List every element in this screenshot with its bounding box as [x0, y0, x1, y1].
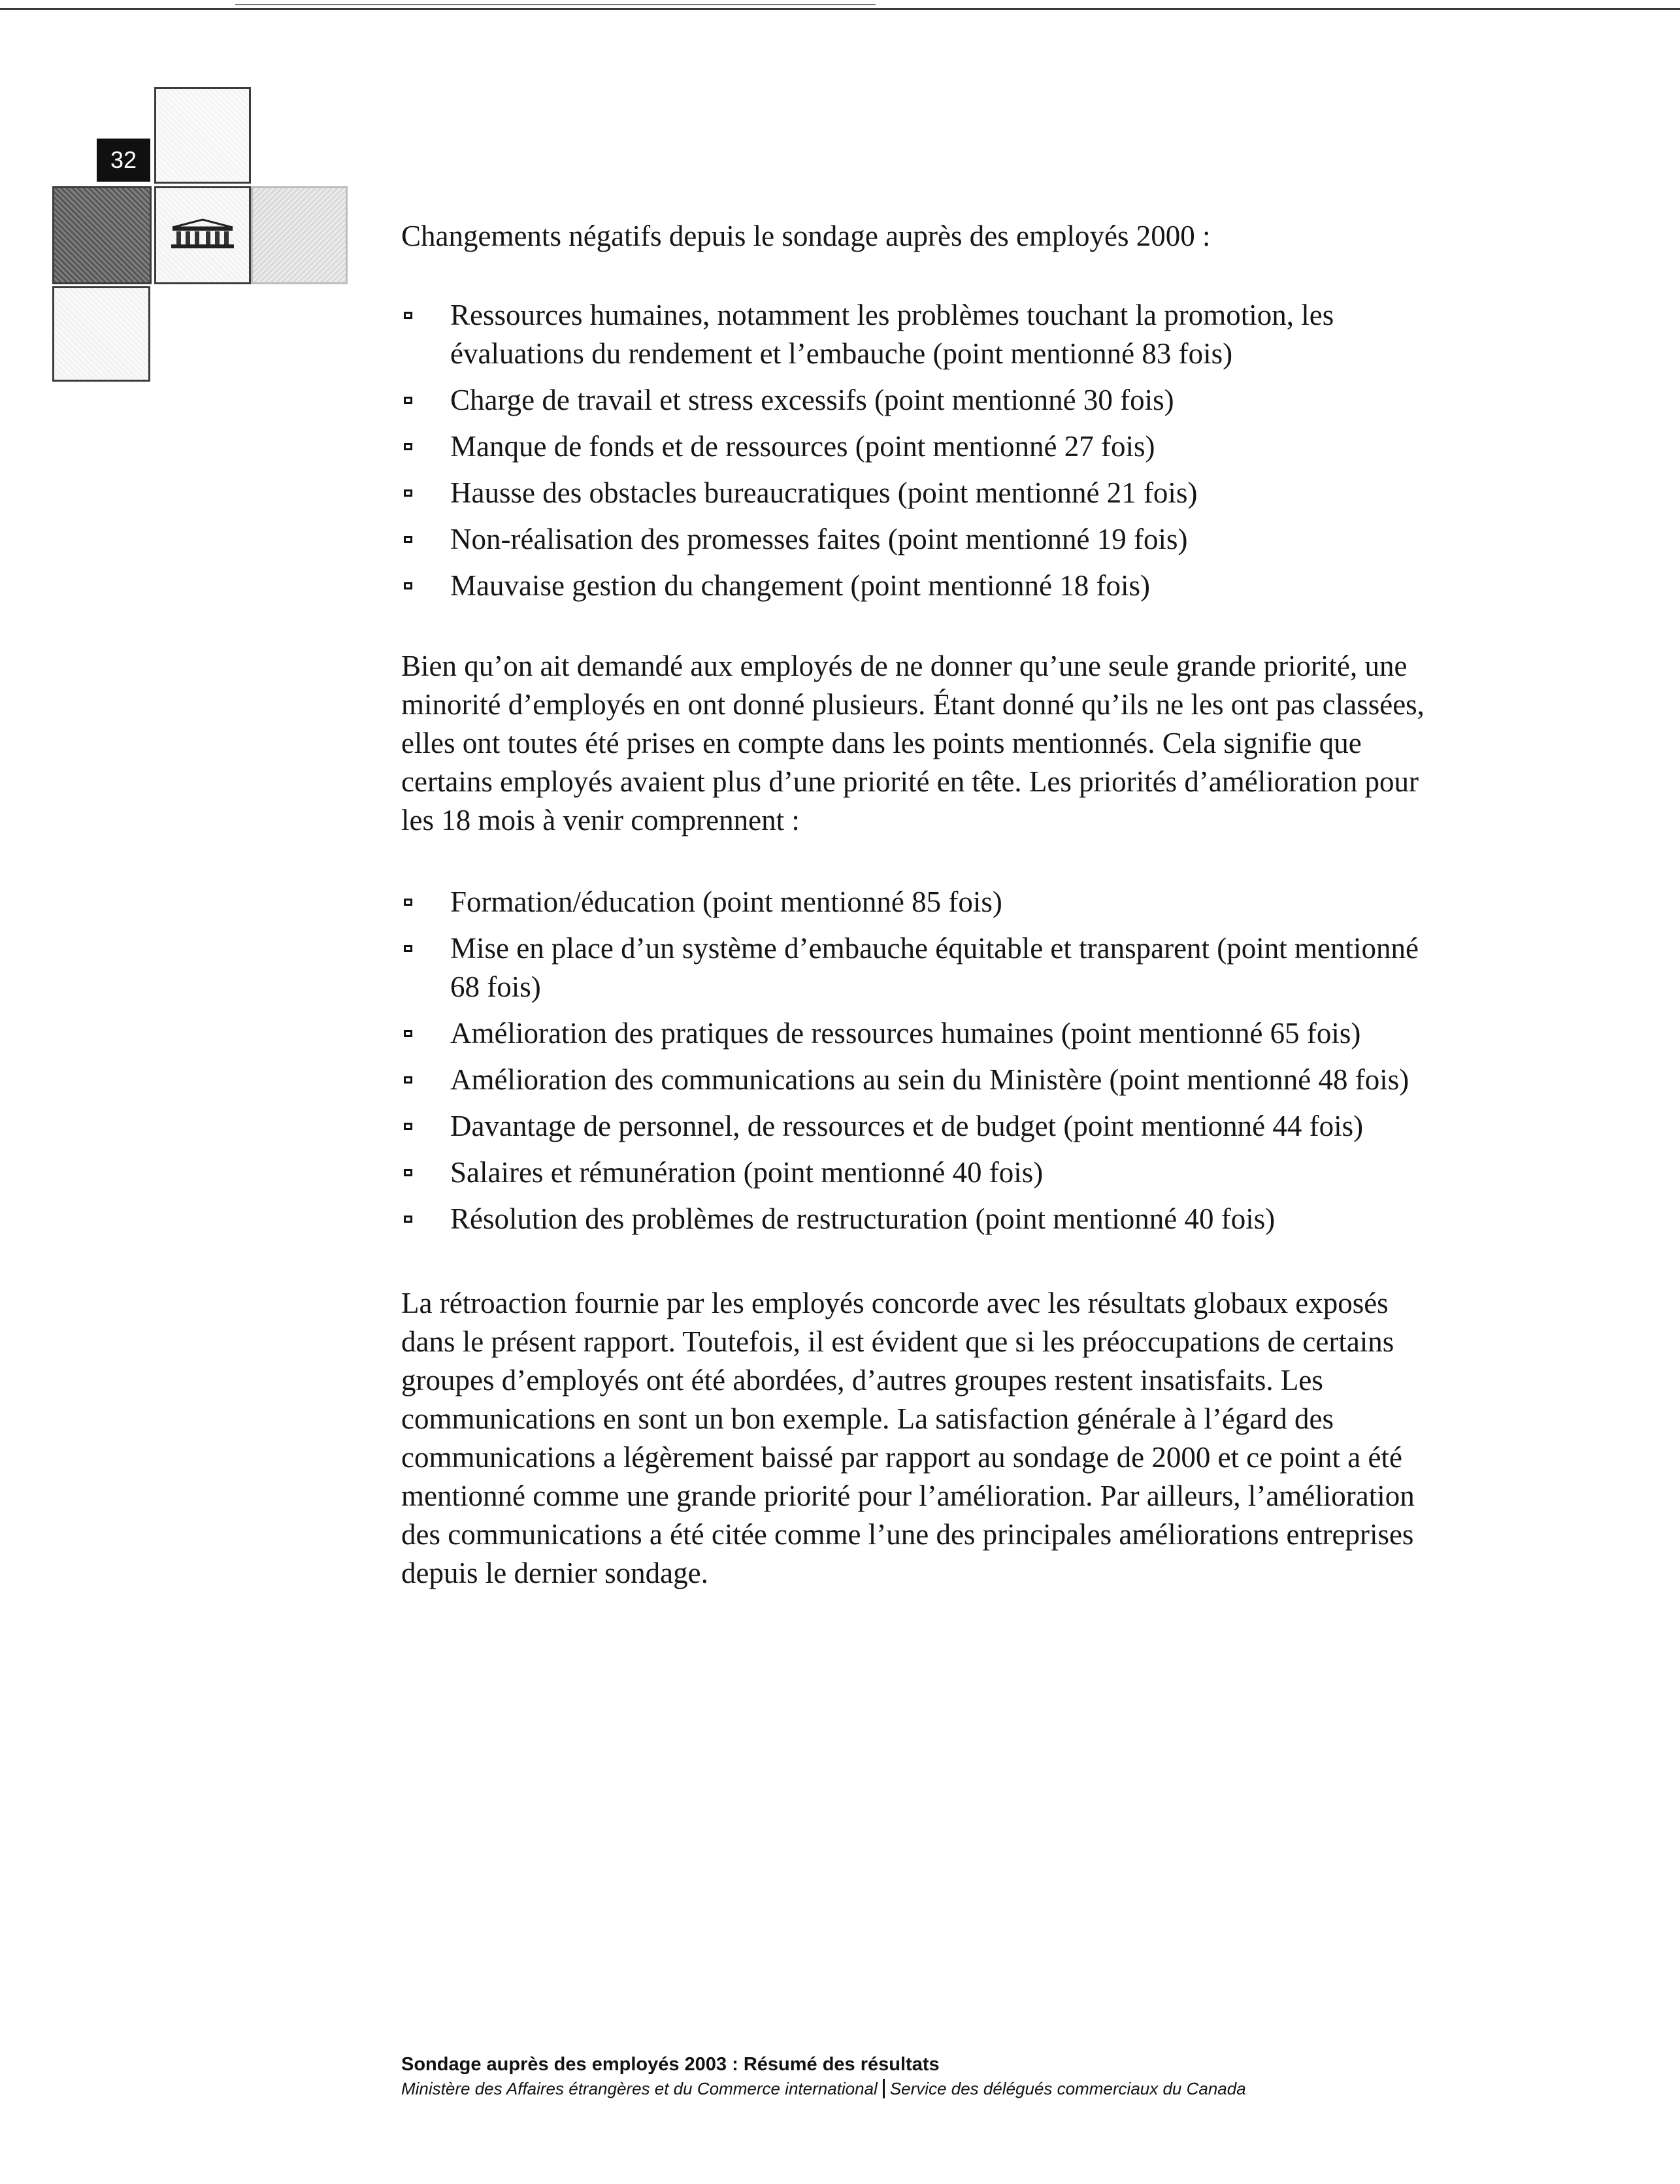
square-bullet-icon — [404, 899, 412, 906]
list-item: Manque de fonds et de ressources (point mentionné 27 fois) — [401, 427, 1447, 466]
square-bullet-icon — [404, 1216, 412, 1223]
square-bullet-icon — [404, 397, 412, 404]
decorative-square-light — [251, 186, 348, 284]
square-bullet-icon — [404, 536, 412, 543]
square-bullet-icon — [404, 312, 412, 319]
square-bullet-icon — [404, 1169, 412, 1176]
priorities-intro-paragraph: Bien qu’on ait demandé aux employés de ne donner qu’une seule grande priorité, une minorité d’employés en ont donné plusieurs. Étant donné qu’ils ne les ont pas classées, elles ont toutes été prises en compte dans les points mentionnés. Cela signifie que certains employés avaient plus d’une priorité en tête. Les priorités d’amélioration pour les 18 mois à venir comprennent : — [401, 650, 1425, 836]
list-item: Ressources humaines, notamment les problèmes touchant la promotion, les évaluations du rendement et l’embauche (point mentionné 83 fois) — [401, 296, 1447, 373]
list-item: Non-réalisation des promesses faites (point mentionné 19 fois) — [401, 520, 1447, 559]
square-bullet-icon — [404, 1030, 412, 1037]
square-bullet-icon — [404, 945, 412, 952]
footer-title: Sondage auprès des employés 2003 : Résumé des résultats — [401, 2054, 940, 2075]
footer-separator — [883, 2079, 885, 2098]
page-footer — [401, 2052, 1246, 2100]
list-item: Salaires et rémunération (point mentionné 40 fois) — [401, 1153, 1447, 1192]
section-heading: Changements négatifs depuis le sondage auprès des employés 2000 : — [401, 220, 1211, 252]
decorative-square-top — [154, 87, 251, 184]
list-item: Davantage de personnel, de ressources et de budget (point mentionné 44 fois) — [401, 1107, 1447, 1146]
list-item: Amélioration des pratiques de ressources humaines (point mentionné 65 fois) — [401, 1014, 1447, 1053]
header-rule — [0, 8, 1680, 10]
square-bullet-icon — [404, 489, 412, 497]
main-content — [401, 217, 1447, 1593]
decorative-square-dark — [52, 186, 152, 284]
list-item: Hausse des obstacles bureaucratiques (point mentionné 21 fois) — [401, 474, 1447, 512]
footer-department: Ministère des Affaires étrangères et du Commerce international — [401, 2079, 878, 2098]
decorative-square-bottom — [52, 286, 150, 382]
list-item: Mise en place d’un système d’embauche équitable et transparent (point mentionné 68 fois) — [401, 929, 1447, 1006]
feedback-paragraph: La rétroaction fournie par les employés concorde avec les résultats globaux exposés dans le présent rapport. Toutefois, il est évident que si les préoccupations de certains groupes d’employés ont été abordées, d’autres groupes restent insatisfaits. Les communications en sont un bon exemple. La satisfaction générale à l’égard des communications a légèrement baissé par rapport au sondage de 2000 et ce point a été mentionné comme une grande priorité pour l’amélioration. Par ailleurs, l’amélioration des communications a été citée comme l’une des principales améliorations entreprises depuis le dernier sondage. — [401, 1287, 1415, 1589]
square-bullet-icon — [404, 443, 412, 450]
header-rule-thin — [235, 4, 876, 5]
footer-subtitle — [401, 2077, 1246, 2100]
list-item: Charge de travail et stress excessifs (point mentionné 30 fois) — [401, 381, 1447, 420]
list-item: Mauvaise gestion du changement (point mentionné 18 fois) — [401, 567, 1447, 605]
logo-square — [154, 186, 251, 284]
square-bullet-icon — [404, 1123, 412, 1130]
list-item: Amélioration des communications au sein du Ministère (point mentionné 48 fois) — [401, 1061, 1447, 1099]
negative-changes-list — [401, 296, 1447, 605]
list-item: Formation/éducation (point mentionné 85 fois) — [401, 883, 1447, 921]
square-bullet-icon — [404, 582, 412, 589]
footer-service: Service des délégués commerciaux du Canada — [889, 2079, 1246, 2098]
bank-building-icon — [169, 218, 237, 253]
page-number: 32 — [97, 139, 150, 182]
square-bullet-icon — [404, 1076, 412, 1084]
list-item: Résolution des problèmes de restructuration (point mentionné 40 fois) — [401, 1200, 1447, 1238]
priorities-list — [401, 883, 1447, 1238]
